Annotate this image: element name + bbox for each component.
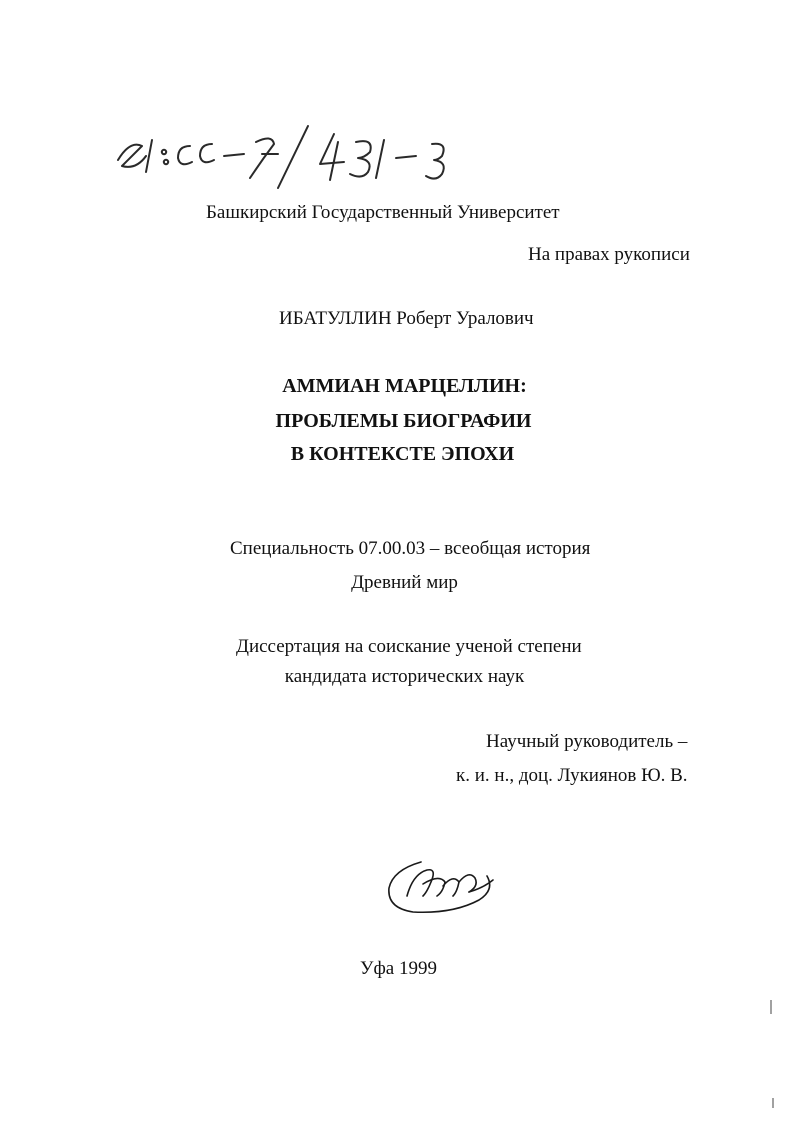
scan-edge-mark xyxy=(772,1098,774,1108)
university-name: Башкирский Государственный Университет xyxy=(206,202,560,223)
field-line: Древний мир xyxy=(351,572,458,593)
title-line-2: ПРОБЛЕМЫ БИОГРАФИИ xyxy=(275,410,532,432)
author-name: ИБАТУЛЛИН Роберт Уралович xyxy=(279,308,534,329)
title-line-1: АММИАН МАРЦЕЛЛИН: xyxy=(282,375,527,397)
signature-icon xyxy=(383,852,503,922)
title-line-3: В КОНТЕКСТЕ ЭПОХИ xyxy=(290,443,515,465)
specialty-line: Специальность 07.00.03 – всеобщая история xyxy=(230,538,591,559)
dissertation-line: Диссертация на соискание ученой степени xyxy=(236,636,582,657)
city-year: Уфа 1999 xyxy=(360,958,437,979)
supervisor-label: Научный руководитель – xyxy=(486,731,688,752)
archive-number-handwritten xyxy=(112,112,457,192)
supervisor-name: к. и. н., доц. Лукиянов Ю. В. xyxy=(456,765,688,786)
manuscript-rights-note: На правах рукописи xyxy=(528,244,690,265)
degree-line: кандидата исторических наук xyxy=(284,666,525,687)
scan-edge-mark xyxy=(770,1000,772,1014)
